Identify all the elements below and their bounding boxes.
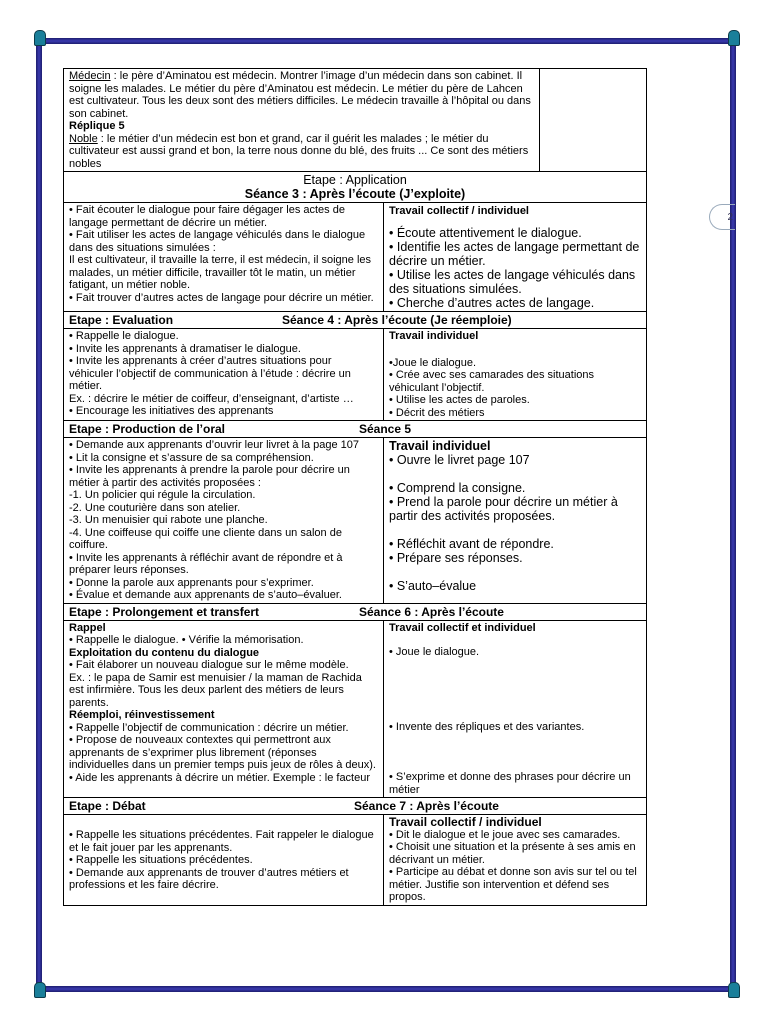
s6-remploi-item: • Rappelle l’objectif de communication : décrire un métier. <box>69 721 349 734</box>
s5-left-item: -4. Une coiffeuse qui coiffe une cliente dans un salon de coiffure. <box>69 526 342 551</box>
s5-left-item: • Invite les apprenants à prendre la parole pour décrire un métier à partir des activités proposées : <box>69 464 350 489</box>
s5-left-item: • Lit la consigne et s’assure de sa compréhension. <box>69 451 314 464</box>
noble-text: : le métier d’un médecin est bon et grand, car il guérit les malades ; le métier du cultivateur est aussi grand et bon, la terre nous donne du blé, des fruits ... Ce sont des métiers nobles <box>69 132 529 170</box>
s3-left-item: • Fait utiliser les actes de langage véhiculés dans le dialogue dans des situations simulées : <box>69 229 366 254</box>
intro-row <box>64 69 646 172</box>
s5-right-item: • Prépare ses réponses. <box>389 551 523 565</box>
s6-etape: Etape : Prolongement et transfert <box>69 604 260 619</box>
s6-remploi-item: • Aide les apprenants à décrire un métier. Exemple : le facteur <box>69 771 371 784</box>
s6-seance: Séance 6 : Après l’écoute <box>359 604 504 619</box>
medecin-text: : le père d’Aminatou est médecin. Montrer l’image d’un médecin dans son cabinet. Il soigne les malades. Le métier du père d’Aminatou est médecin. Le métier du père de Lahcen est cultivateur. Tous les deux sont des métiers difficiles. Le médecin travaille à l’hôpital ou dans son cabinet. <box>69 70 531 120</box>
page-border-top <box>36 38 736 44</box>
s7-left <box>64 815 384 905</box>
s6-exploit-item: • Fait élaborer un nouveau dialogue sur le même modèle. <box>69 659 349 671</box>
intro-cell <box>64 69 540 171</box>
s5-right <box>384 438 646 603</box>
s3-right <box>384 203 646 311</box>
s3-left <box>64 203 384 311</box>
s7-content-row <box>64 815 646 905</box>
s5-left-item: • Donne la parole aux apprenants pour s’exprimer. <box>69 576 314 589</box>
s7-seance: Séance 7 : Après l’écoute <box>354 799 499 813</box>
s5-right-item: • S’auto–évalue <box>389 579 477 593</box>
s5-right-item: • Comprend la consigne. <box>389 481 526 495</box>
medecin-label: Médecin <box>69 70 111 82</box>
s5-content-row <box>64 438 646 604</box>
s4-right-item: • Décrit des métiers <box>389 406 485 419</box>
s7-right <box>384 815 646 905</box>
s3-right-item: • Utilise les actes de langage véhiculés dans des situations simulées. <box>389 268 636 296</box>
s7-right-title: Travail collectif / individuel <box>389 815 542 829</box>
s7-right-item: • Dit le dialogue et le joue avec ses camarades. <box>389 828 621 841</box>
s3-content-row <box>64 203 646 312</box>
s3-right-item: • Identifie les actes de langage permettant de décrire un métier. <box>389 240 640 268</box>
s7-left-item: • Rappelle les situations précédentes. Fait rappeler le dialogue et le fait jouer par les apprenants. <box>69 829 374 854</box>
lesson-table <box>63 68 647 906</box>
s7-header-row <box>64 798 646 815</box>
s7-left-item: • Rappelle les situations précédentes. <box>69 854 253 866</box>
s6-right <box>384 621 646 798</box>
s5-left-item: -3. Un menuisier qui rabote une planche. <box>69 514 268 526</box>
s4-left-item: Ex. : décrire le métier de coiffeur, d’enseignant, d’artiste … <box>69 392 354 405</box>
s4-seance: Séance 4 : Après l’écoute (Je réemploie) <box>282 313 512 327</box>
s4-header <box>64 312 646 328</box>
s6-left <box>64 621 384 798</box>
replique-title: Réplique 5 <box>69 120 125 132</box>
s6-remploi-title: Réemploi, réinvestissement <box>69 709 215 721</box>
s6-content-row <box>64 621 646 799</box>
s5-left-item: • Évalue et demande aux apprenants de s’auto–évaluer. <box>69 589 342 601</box>
s4-left-item: • Invite les apprenants à créer d’autres situations pour véhiculer l’objectif de communication à l’étude : décrire un métier. <box>69 355 351 392</box>
page-number: 2 <box>727 211 733 223</box>
s6-header <box>64 604 646 620</box>
s3-left-item: • Fait écouter le dialogue pour faire dégager les actes de langage permettant de décrire un métier. <box>69 204 345 229</box>
s4-right-item: • Utilise les actes de paroles. <box>389 394 530 406</box>
s5-right-item: • Ouvre le livret page 107 <box>389 453 530 467</box>
s4-right-title: Travail individuel <box>389 330 479 342</box>
s4-right <box>384 329 646 420</box>
s4-right-item: •Joue le dialogue. <box>389 356 477 369</box>
s3-title2: Séance 3 : Après l’écoute (J’exploite) <box>244 187 466 201</box>
s7-right-item: • Participe au débat et donne son avis sur tel ou tel métier. Justifie son intervention et défend ses propos. <box>389 866 637 903</box>
s7-header <box>64 798 646 814</box>
s3-header <box>64 172 646 202</box>
s3-right-item: • Écoute attentivement le dialogue. <box>389 226 582 240</box>
corner-ornament-bottom-left <box>34 982 46 998</box>
s4-left-item: • Encourage les initiatives des apprenants <box>69 405 274 417</box>
s4-left-item: • Invite les apprenants à dramatiser le dialogue. <box>69 342 301 355</box>
s6-exploit-title: Exploitation du contenu du dialogue <box>69 646 260 659</box>
s4-header-row <box>64 312 646 329</box>
s4-etape: Etape : Evaluation <box>69 313 174 327</box>
s6-right-item: • Joue le dialogue. <box>389 646 480 658</box>
s4-content-row <box>64 329 646 421</box>
s4-left-item: • Rappelle le dialogue. <box>69 330 179 342</box>
s7-right-item: • Choisit une situation et la présente à ses amis en décrivant un métier. <box>389 841 636 866</box>
s5-right-item: • Prend la parole pour décrire un métier à partir des activités proposées. <box>389 495 618 523</box>
page-border-bottom <box>36 986 736 992</box>
s5-left-item: -1. Un policier qui régule la circulation. <box>69 489 256 501</box>
page-border-left <box>36 38 42 992</box>
s3-left-item: • Fait trouver d’autres actes de langage pour décrire un métier. <box>69 291 374 304</box>
s6-rappel-text: • Rappelle le dialogue. • Vérifie la mémorisation. <box>69 634 304 646</box>
s5-left-item: -2. Une couturière dans son atelier. <box>69 501 241 514</box>
s3-title1: Etape : Application <box>303 173 407 187</box>
s5-header-row <box>64 421 646 438</box>
s5-header <box>64 421 646 437</box>
s5-left-item: • Demande aux apprenants d’ouvrir leur livret à la page 107 <box>69 439 360 451</box>
s5-left <box>64 438 384 603</box>
s3-right-title: Travail collectif / individuel <box>389 205 529 217</box>
s6-right-item: • S’exprime et donne des phrases pour décrire un métier <box>389 771 631 796</box>
s5-etape: Etape : Production de l’oral <box>69 422 226 436</box>
corner-ornament-top-right <box>728 30 740 46</box>
s6-remploi-item: • Propose de nouveaux contextes qui permettront aux apprenants de s’exprimer plus librement (réponses individuelles dans un premier temps puis jeux de rôles à deux). <box>69 734 376 771</box>
corner-ornament-top-left <box>34 30 46 46</box>
s4-right-item: • Crée avec ses camarades des situations véhiculant l’objectif. <box>389 369 595 394</box>
page-number-badge <box>709 204 735 230</box>
s3-right-item: • Cherche d’autres actes de langage. <box>389 296 595 310</box>
noble-label: Noble <box>69 132 98 145</box>
intro-empty-cell <box>540 69 646 171</box>
s3-header-row <box>64 172 646 203</box>
s6-right-item: • Invente des répliques et des variantes. <box>389 720 585 733</box>
corner-ornament-bottom-right <box>728 982 740 998</box>
s5-right-item: • Réfléchit avant de répondre. <box>389 537 554 551</box>
page-border-right <box>730 38 736 992</box>
s6-exploit-item: Ex. : le papa de Samir est menuisier / la maman de Rachida est infirmière. Tous les deux parlent des métiers de leurs parents. <box>69 671 362 709</box>
s3-left-item: Il est cultivateur, il travaille la terre, il est médecin, il soigne les malades, un métier difficile, travailler tôt le matin, un métier fatigant, un métier noble. <box>69 254 372 291</box>
s6-header-row <box>64 604 646 621</box>
s7-etape: Etape : Débat <box>69 799 146 813</box>
s4-left <box>64 329 384 420</box>
s6-right-title: Travail collectif et individuel <box>389 621 536 634</box>
s6-rappel-title: Rappel <box>69 621 106 634</box>
s5-seance: Séance 5 <box>359 422 412 436</box>
s5-right-title: Travail individuel <box>389 439 491 453</box>
s7-left-item: • Demande aux apprenants de trouver d’autres métiers et professions et les faire décrire. <box>69 866 349 891</box>
s5-left-item: • Invite les apprenants à réfléchir avant de répondre et à préparer leurs réponses. <box>69 551 343 576</box>
